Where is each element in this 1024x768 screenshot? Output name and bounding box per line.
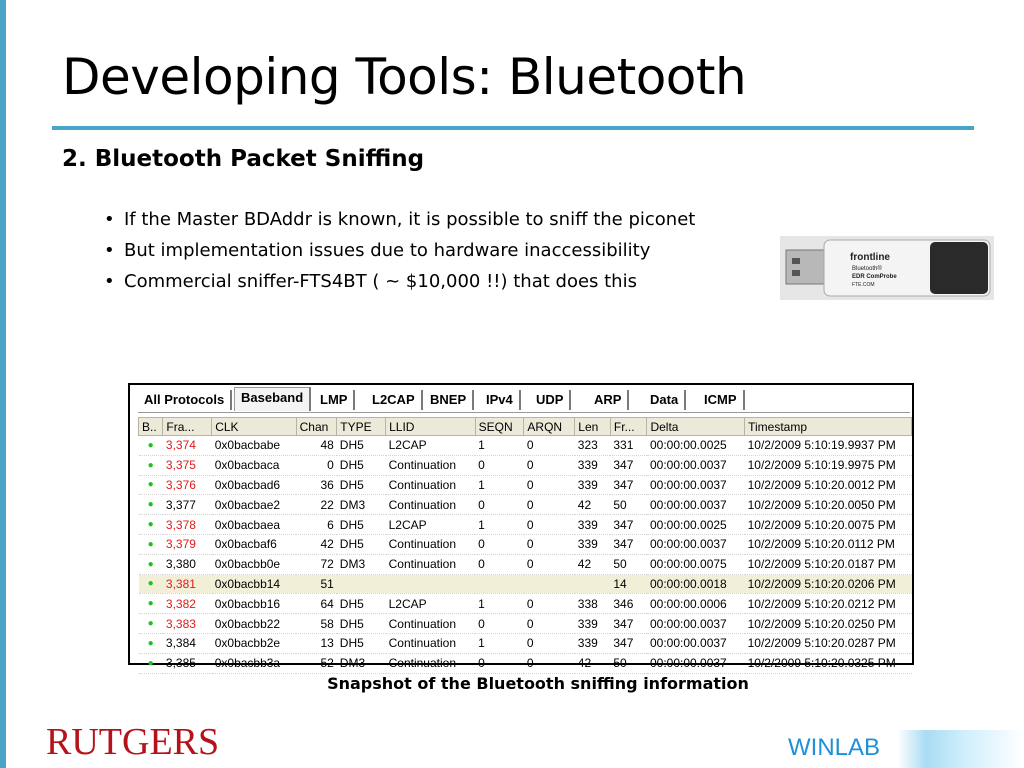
cell-clk: 0x0bacbaf6 [212, 534, 296, 554]
cell-fr: 346 [610, 594, 647, 614]
usb-plug-icon [786, 250, 828, 284]
cell-chan: 22 [296, 495, 337, 515]
cell-type [337, 574, 386, 594]
cell-arqn: 0 [524, 554, 575, 574]
tab-icmp[interactable]: ICMP [698, 390, 745, 410]
cell-ts: 10/2/2009 5:10:20.0325 PM [745, 653, 912, 673]
cell-delta: 00:00:00.0025 [647, 436, 745, 456]
cell-delta: 00:00:00.0037 [647, 455, 745, 475]
column-header[interactable]: LLID [386, 418, 476, 436]
cell-len: 339 [575, 475, 611, 495]
status-dot-icon: ● [139, 653, 163, 673]
cell-type: DH5 [337, 455, 386, 475]
table-row[interactable] [139, 554, 912, 574]
cell-llid: L2CAP [386, 515, 476, 535]
cell-delta: 00:00:00.0037 [647, 633, 745, 653]
table-row[interactable] [139, 495, 912, 515]
cell-fr: 347 [610, 455, 647, 475]
cell-arqn: 0 [524, 653, 575, 673]
cell-fr: 50 [610, 653, 647, 673]
cell-delta: 00:00:00.0075 [647, 554, 745, 574]
cell-seqn: 0 [475, 455, 524, 475]
cell-ts: 10/2/2009 5:10:20.0206 PM [745, 574, 912, 594]
dongle-cap [930, 242, 988, 294]
column-header[interactable]: Len [575, 418, 611, 436]
cell-frame: 3,381 [163, 574, 212, 594]
cell-fr: 347 [610, 614, 647, 634]
cell-fr: 50 [610, 495, 647, 515]
cell-ts: 10/2/2009 5:10:20.0050 PM [745, 495, 912, 515]
usb-dongle-image [780, 236, 994, 300]
cell-seqn: 0 [475, 534, 524, 554]
dongle-line2: EDR ComProbe [852, 274, 897, 280]
bullet-text: If the Master BDAddr is known, it is possible to sniff the piconet [124, 209, 696, 230]
figure-caption: Snapshot of the Bluetooth sniffing information [327, 674, 749, 693]
table-row[interactable] [139, 633, 912, 653]
tab-all-protocols[interactable]: All Protocols [138, 390, 232, 410]
left-accent-bar [0, 0, 6, 768]
slide-subtitle: 2. Bluetooth Packet Sniffing [62, 146, 425, 172]
status-dot-icon: ● [139, 614, 163, 634]
status-dot-icon: ● [139, 495, 163, 515]
column-header[interactable]: CLK [212, 418, 296, 436]
packet-rows [139, 436, 912, 674]
status-dot-icon: ● [139, 455, 163, 475]
cell-clk: 0x0bacbb0e [212, 554, 296, 574]
cell-llid: L2CAP [386, 594, 476, 614]
cell-arqn: 0 [524, 475, 575, 495]
column-header[interactable]: Chan [296, 418, 337, 436]
cell-type: DH5 [337, 534, 386, 554]
column-header[interactable]: Delta [647, 418, 745, 436]
table-row[interactable] [139, 534, 912, 554]
usb-plug-hole [792, 258, 800, 264]
cell-seqn: 0 [475, 554, 524, 574]
cell-chan: 48 [296, 436, 337, 456]
cell-clk: 0x0bacbb2e [212, 633, 296, 653]
tab-data[interactable]: Data [644, 390, 686, 410]
cell-chan: 64 [296, 594, 337, 614]
cell-llid: Continuation [386, 455, 476, 475]
cell-ts: 10/2/2009 5:10:20.0012 PM [745, 475, 912, 495]
cell-llid: Continuation [386, 554, 476, 574]
cell-seqn: 1 [475, 475, 524, 495]
status-dot-icon: ● [139, 633, 163, 653]
cell-chan: 42 [296, 534, 337, 554]
cell-arqn: 0 [524, 515, 575, 535]
cell-fr: 331 [610, 436, 647, 456]
cell-delta: 00:00:00.0037 [647, 475, 745, 495]
cell-llid: Continuation [386, 534, 476, 554]
cell-arqn: 0 [524, 436, 575, 456]
column-header[interactable]: Fra... [163, 418, 212, 436]
cell-delta: 00:00:00.0037 [647, 653, 745, 673]
cell-fr: 347 [610, 633, 647, 653]
cell-seqn [475, 574, 524, 594]
bullet-dot-icon: • [104, 271, 115, 292]
cell-delta: 00:00:00.0006 [647, 594, 745, 614]
cell-len: 339 [575, 614, 611, 634]
status-dot-icon: ● [139, 534, 163, 554]
cell-type: DH5 [337, 614, 386, 634]
cell-frame: 3,384 [163, 633, 212, 653]
cell-delta: 00:00:00.0037 [647, 495, 745, 515]
cell-llid: Continuation [386, 495, 476, 515]
table-header-row [139, 418, 912, 436]
cell-frame: 3,374 [163, 436, 212, 456]
cell-arqn: 0 [524, 495, 575, 515]
cell-fr: 347 [610, 534, 647, 554]
bullet-item [104, 235, 695, 266]
status-dot-icon: ● [139, 515, 163, 535]
sniffer-window [128, 383, 914, 671]
cell-type: DM3 [337, 653, 386, 673]
dongle-line1: Bluetooth® [852, 266, 882, 272]
cell-len [575, 574, 611, 594]
slide-title: Developing Tools: Bluetooth [62, 48, 747, 106]
cell-ts: 10/2/2009 5:10:20.0250 PM [745, 614, 912, 634]
table-row[interactable] [139, 653, 912, 673]
cell-delta: 00:00:00.0018 [647, 574, 745, 594]
bullet-item [104, 204, 695, 235]
cell-chan: 36 [296, 475, 337, 495]
table-row[interactable] [139, 436, 912, 456]
cell-seqn: 0 [475, 614, 524, 634]
cell-type: DH5 [337, 475, 386, 495]
cell-len: 42 [575, 495, 611, 515]
cell-delta: 00:00:00.0025 [647, 515, 745, 535]
cell-llid: Continuation [386, 633, 476, 653]
cell-clk: 0x0bacbb16 [212, 594, 296, 614]
cell-ts: 10/2/2009 5:10:20.0075 PM [745, 515, 912, 535]
cell-arqn [524, 574, 575, 594]
cell-type: DM3 [337, 495, 386, 515]
cell-frame: 3,385 [163, 653, 212, 673]
bullet-dot-icon: • [104, 209, 115, 230]
cell-seqn: 1 [475, 515, 524, 535]
tab-underline [138, 412, 910, 413]
cell-ts: 10/2/2009 5:10:20.0112 PM [745, 534, 912, 554]
dongle-brand: frontline [850, 252, 890, 263]
table-row[interactable] [139, 614, 912, 634]
protocol-tabbar [138, 388, 912, 412]
cell-arqn: 0 [524, 633, 575, 653]
cell-llid: Continuation [386, 614, 476, 634]
cell-delta: 00:00:00.0037 [647, 534, 745, 554]
cell-len: 339 [575, 455, 611, 475]
rutgers-logo: RUTGERS [46, 721, 220, 763]
cell-chan: 72 [296, 554, 337, 574]
tab-baseband[interactable]: Baseband [234, 387, 311, 411]
table-row[interactable] [139, 574, 912, 594]
cell-llid: Continuation [386, 475, 476, 495]
bullet-text: But implementation issues due to hardware inaccessibility [124, 240, 651, 261]
cell-arqn: 0 [524, 455, 575, 475]
status-dot-icon: ● [139, 594, 163, 614]
cell-frame: 3,375 [163, 455, 212, 475]
tab-bnep[interactable]: BNEP [424, 390, 474, 410]
packet-table [138, 417, 912, 674]
column-header[interactable]: Timestamp [745, 418, 912, 436]
cell-clk: 0x0bacbb14 [212, 574, 296, 594]
dongle-line3: FTE.COM [852, 282, 875, 288]
cell-arqn: 0 [524, 534, 575, 554]
tab-arp[interactable]: ARP [588, 390, 629, 410]
cell-chan: 51 [296, 574, 337, 594]
cell-len: 339 [575, 515, 611, 535]
cell-fr: 50 [610, 554, 647, 574]
cell-clk: 0x0bacbb3a [212, 653, 296, 673]
cell-len: 338 [575, 594, 611, 614]
cell-len: 42 [575, 554, 611, 574]
cell-seqn: 0 [475, 653, 524, 673]
cell-seqn: 1 [475, 633, 524, 653]
status-dot-icon: ● [139, 554, 163, 574]
cell-ts: 10/2/2009 5:10:20.0187 PM [745, 554, 912, 574]
table-row[interactable] [139, 515, 912, 535]
column-header[interactable]: ARQN [524, 418, 575, 436]
cell-type: DH5 [337, 515, 386, 535]
cell-llid [386, 574, 476, 594]
title-divider [52, 126, 974, 130]
cell-len: 339 [575, 633, 611, 653]
cell-fr: 14 [610, 574, 647, 594]
cell-len: 42 [575, 653, 611, 673]
cell-type: DH5 [337, 436, 386, 456]
cell-clk: 0x0bacbae2 [212, 495, 296, 515]
winlab-logo: WINLAB [788, 734, 881, 761]
cell-frame: 3,380 [163, 554, 212, 574]
bullet-list [104, 204, 695, 297]
cell-clk: 0x0bacbad6 [212, 475, 296, 495]
cell-type: DH5 [337, 633, 386, 653]
cell-chan: 6 [296, 515, 337, 535]
cell-clk: 0x0bacbb22 [212, 614, 296, 634]
table-row[interactable] [139, 455, 912, 475]
cell-llid: L2CAP [386, 436, 476, 456]
cell-clk: 0x0bacbabe [212, 436, 296, 456]
column-header[interactable]: TYPE [337, 418, 386, 436]
cell-type: DH5 [337, 594, 386, 614]
cell-seqn: 0 [475, 495, 524, 515]
cell-chan: 58 [296, 614, 337, 634]
column-header[interactable]: SEQN [475, 418, 524, 436]
cell-llid: Continuation [386, 653, 476, 673]
cell-seqn: 1 [475, 594, 524, 614]
cell-clk: 0x0bacbaca [212, 455, 296, 475]
cell-chan: 13 [296, 633, 337, 653]
tab-lmp[interactable]: LMP [314, 390, 355, 410]
cell-ts: 10/2/2009 5:10:20.0287 PM [745, 633, 912, 653]
status-dot-icon: ● [139, 574, 163, 594]
status-dot-icon: ● [139, 475, 163, 495]
column-header[interactable]: Fr... [610, 418, 647, 436]
cell-frame: 3,382 [163, 594, 212, 614]
cell-frame: 3,376 [163, 475, 212, 495]
cell-chan: 52 [296, 653, 337, 673]
table-row[interactable] [139, 594, 912, 614]
cell-len: 323 [575, 436, 611, 456]
cell-type: DM3 [337, 554, 386, 574]
cell-arqn: 0 [524, 594, 575, 614]
cell-seqn: 1 [475, 436, 524, 456]
cell-chan: 0 [296, 455, 337, 475]
tab-l2cap[interactable]: L2CAP [366, 390, 423, 410]
cell-delta: 00:00:00.0037 [647, 614, 745, 634]
column-header[interactable]: B.. [139, 418, 163, 436]
table-row[interactable] [139, 475, 912, 495]
status-dot-icon: ● [139, 436, 163, 456]
bullet-text: Commercial sniffer-FTS4BT ( ~ $10,000 !!) that does this [124, 271, 637, 292]
bullet-dot-icon: • [104, 240, 115, 261]
cell-ts: 10/2/2009 5:10:19.9975 PM [745, 455, 912, 475]
cell-len: 339 [575, 534, 611, 554]
cell-ts: 10/2/2009 5:10:19.9937 PM [745, 436, 912, 456]
cell-arqn: 0 [524, 614, 575, 634]
tab-ipv4[interactable]: IPv4 [480, 390, 521, 410]
cell-fr: 347 [610, 475, 647, 495]
cell-frame: 3,378 [163, 515, 212, 535]
cell-frame: 3,379 [163, 534, 212, 554]
cell-fr: 347 [610, 515, 647, 535]
usb-plug-hole [792, 270, 800, 276]
cell-clk: 0x0bacbaea [212, 515, 296, 535]
cell-ts: 10/2/2009 5:10:20.0212 PM [745, 594, 912, 614]
cell-frame: 3,383 [163, 614, 212, 634]
tab-udp[interactable]: UDP [530, 390, 571, 410]
cell-frame: 3,377 [163, 495, 212, 515]
bullet-item [104, 266, 695, 297]
